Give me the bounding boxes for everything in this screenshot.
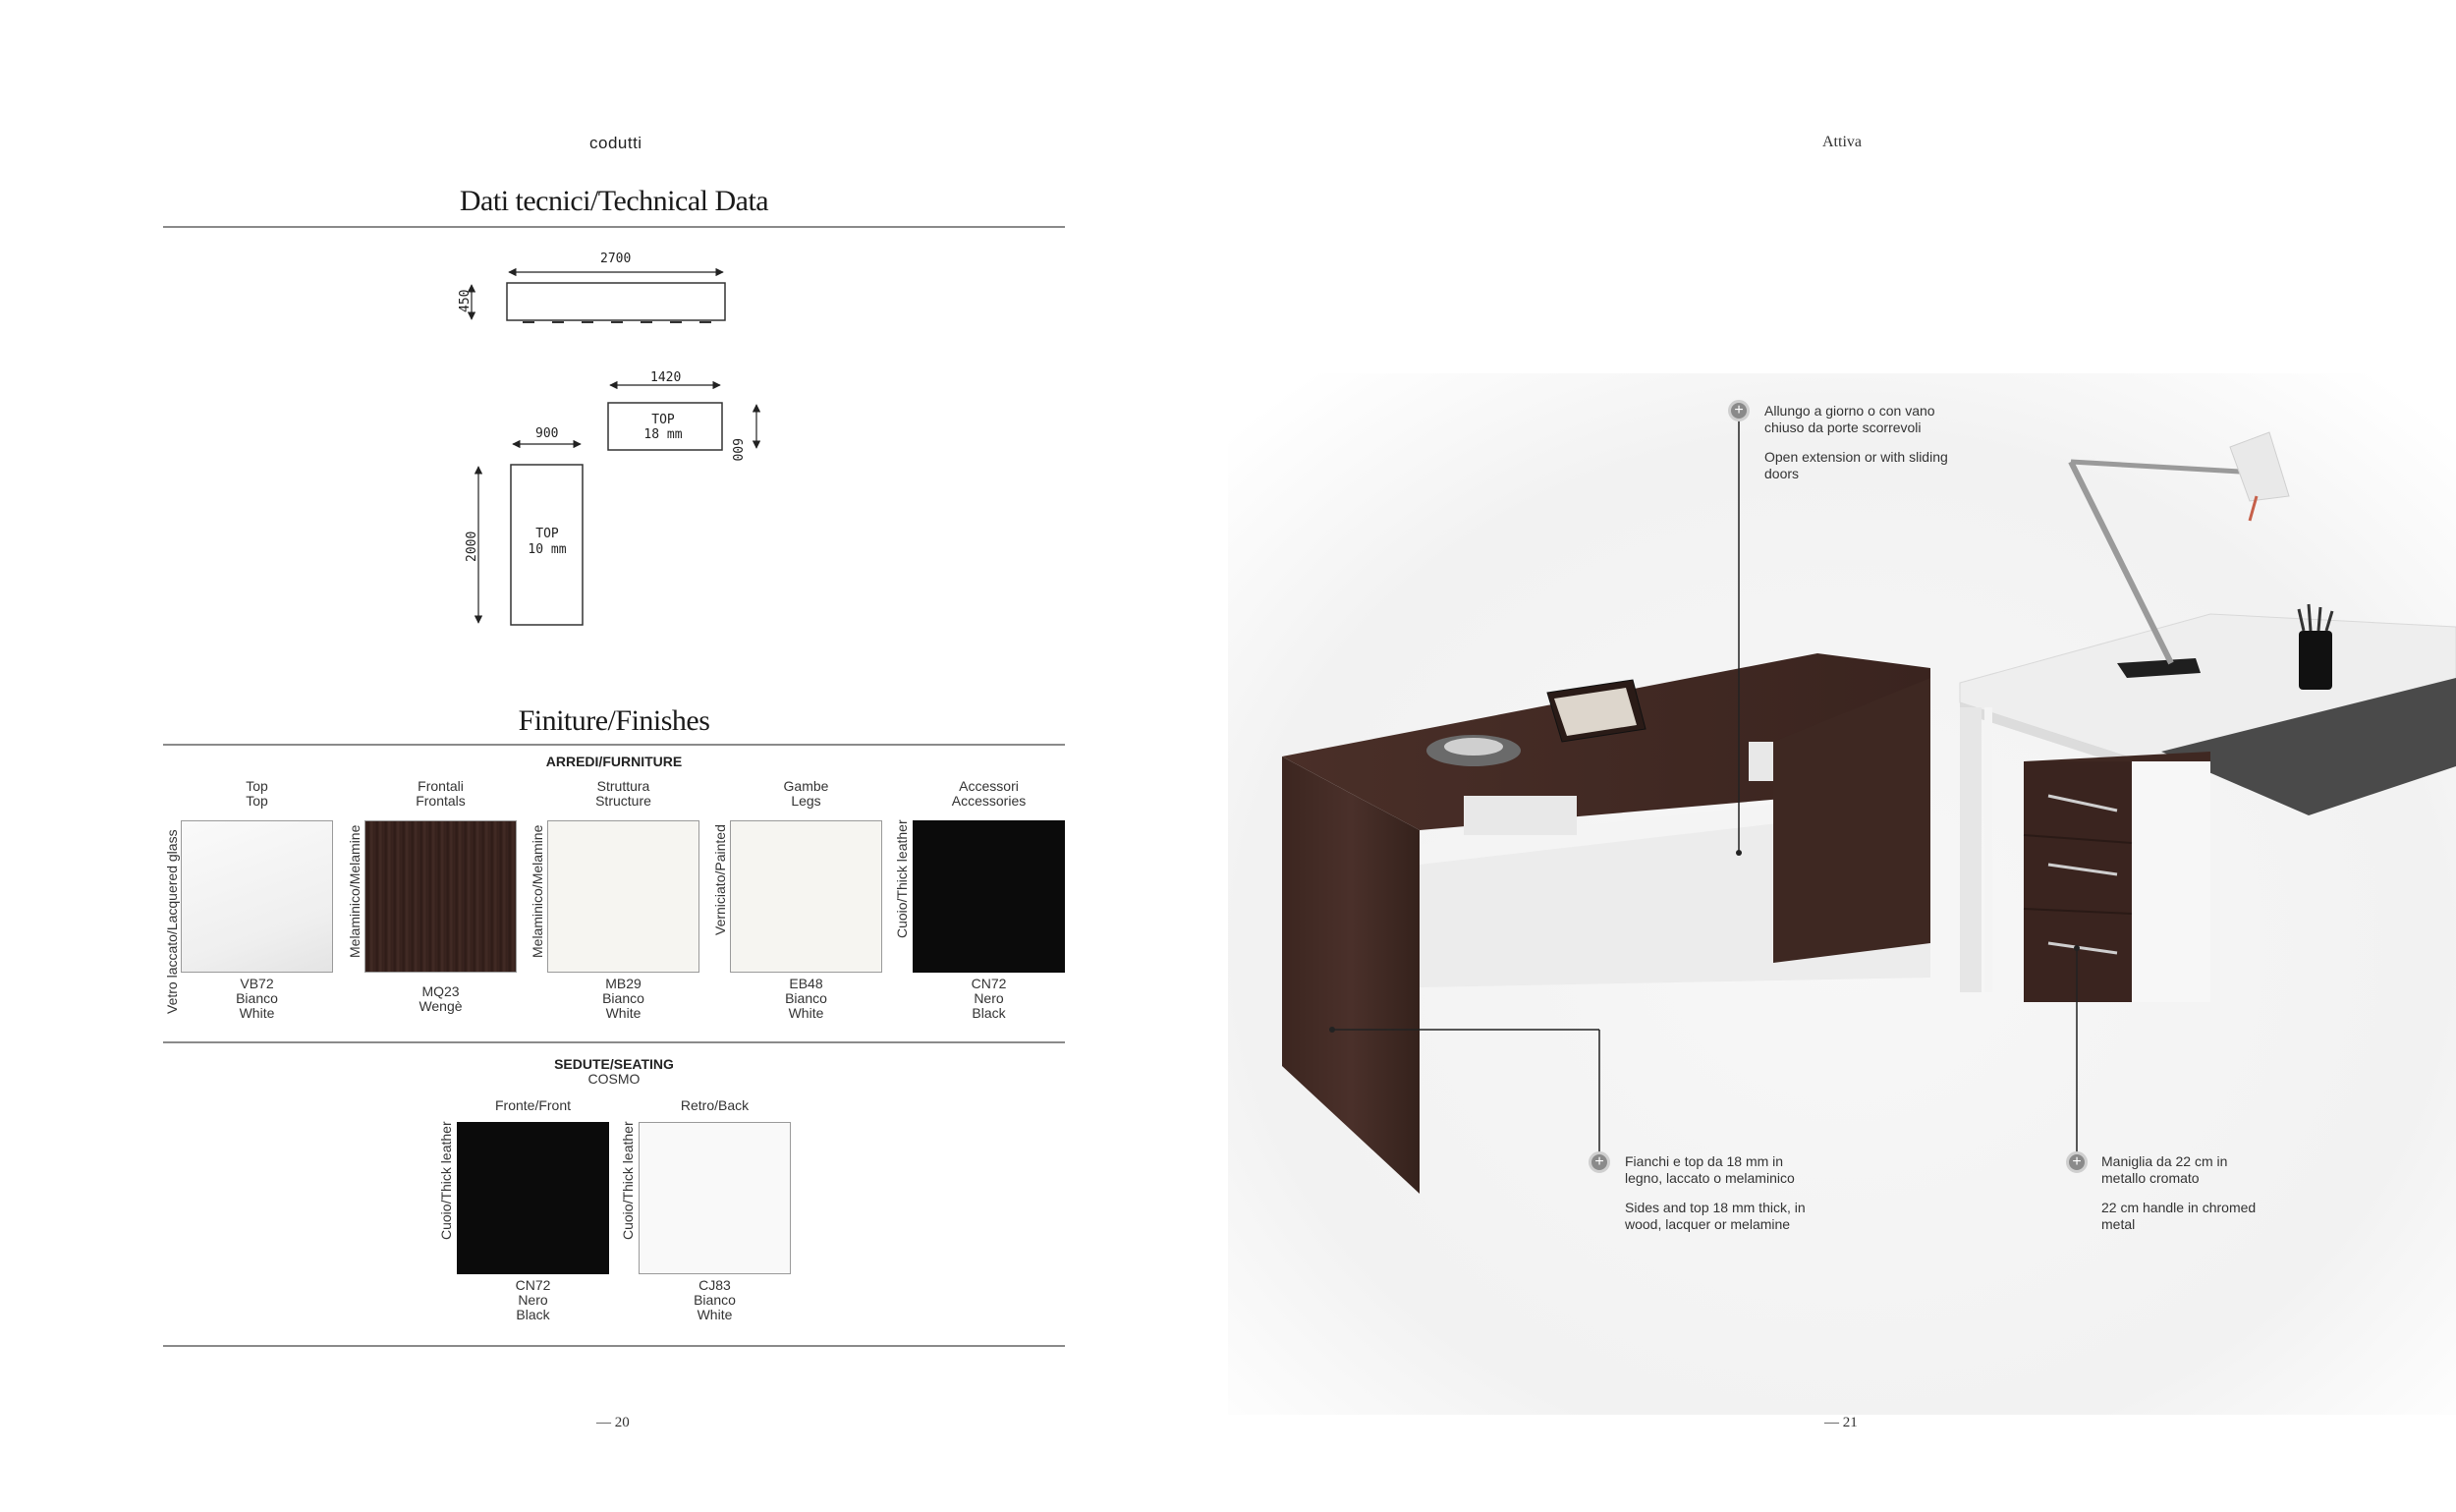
side-label-thickness: 10 mm [528, 542, 567, 557]
seating-code-cn72: CN72 Nero Black [515, 1277, 551, 1322]
finish-code-eb48: EB48 Bianco White [785, 976, 827, 1021]
side-label-top: TOP [535, 527, 559, 541]
callout-extension: Allungo a giorno o con vano chiuso da porte scorrevoli Open extension or with sliding doors [1764, 403, 1948, 481]
callout-extension-icon[interactable]: + [1728, 400, 1750, 421]
finish-header-structure: Struttura Structure [595, 778, 651, 809]
material-label: Cuoio/Thick leather [894, 819, 910, 938]
finish-header-top: Top Top [246, 778, 268, 809]
material-label: Cuoio/Thick leather [438, 1121, 454, 1240]
finishes-divider [163, 744, 1065, 746]
brand-logo: codutti [589, 134, 642, 152]
ext-label-thickness: 18 mm [643, 427, 683, 442]
seating-model: COSMO [587, 1071, 641, 1087]
page-title: Dati tecnici/Technical Data [459, 185, 769, 217]
finish-header-accessories: Accessori Accessories [951, 778, 1027, 809]
finish-header-frontals: Frontali Frontals [416, 778, 466, 809]
material-label: Melaminico/Melamine [530, 824, 545, 958]
swatch-seat-cn72 [457, 1122, 609, 1274]
material-label: Vetro laccato/Lacquered glass [164, 829, 180, 1014]
swatch-eb48 [730, 820, 882, 973]
dim-side-width: 900 [535, 426, 559, 441]
swatch-vb72 [181, 820, 333, 973]
dim-ext-depth: 600 [729, 438, 744, 462]
callout-sides: Fianchi e top da 18 mm in legno, laccato o melaminico Sides and top 18 mm thick, in wood, lacquer or melamine [1625, 1153, 1806, 1232]
finish-code-mb29: MB29 Bianco White [602, 976, 644, 1021]
finishes-title: Finiture/Finishes [518, 704, 710, 737]
swatch-seat-cj83 [639, 1122, 791, 1274]
finish-code-vb72: VB72 Bianco White [236, 976, 278, 1021]
page-number-right: — 21 [1824, 1415, 1858, 1430]
dim-side-height: 2000 [465, 531, 479, 562]
swatch-mb29 [547, 820, 699, 973]
dim-top-width: 2700 [600, 252, 632, 266]
material-label: Melaminico/Melamine [347, 824, 363, 958]
callout-sides-icon[interactable]: + [1589, 1151, 1610, 1173]
callout-lines [1326, 393, 2132, 1208]
material-label: Verniciato/Painted [712, 824, 728, 935]
dim-top-height: 450 [458, 289, 473, 312]
seating-code-cj83: CJ83 Bianco White [694, 1277, 736, 1322]
seating-heading: SEDUTE/SEATING [554, 1056, 674, 1072]
finish-code-mq23: MQ23 Wengè [419, 983, 463, 1014]
ext-label-top: TOP [651, 413, 675, 427]
seating-header-front: Fronte/Front [494, 1097, 572, 1113]
collection-name: Attiva [1822, 134, 1862, 150]
swatch-mq23 [364, 820, 517, 973]
callout-handle-icon[interactable]: + [2066, 1151, 2088, 1173]
title-divider [163, 226, 1065, 228]
callout-handle: Maniglia da 22 cm in metallo cromato 22 cm handle in chromed metal [2101, 1153, 2257, 1232]
material-label: Cuoio/Thick leather [620, 1121, 636, 1240]
seating-divider [163, 1041, 1065, 1043]
bottom-divider [163, 1345, 1065, 1347]
furniture-heading: ARREDI/FURNITURE [545, 754, 683, 769]
swatch-cn72 [913, 820, 1065, 973]
technical-drawings [432, 241, 806, 644]
seating-header-back: Retro/Back [680, 1097, 750, 1113]
finish-code-cn72: CN72 Nero Black [971, 976, 1007, 1021]
dim-ext-width: 1420 [650, 370, 682, 385]
page-number-left: — 20 [596, 1415, 630, 1430]
finish-header-legs: Gambe Legs [783, 778, 829, 809]
